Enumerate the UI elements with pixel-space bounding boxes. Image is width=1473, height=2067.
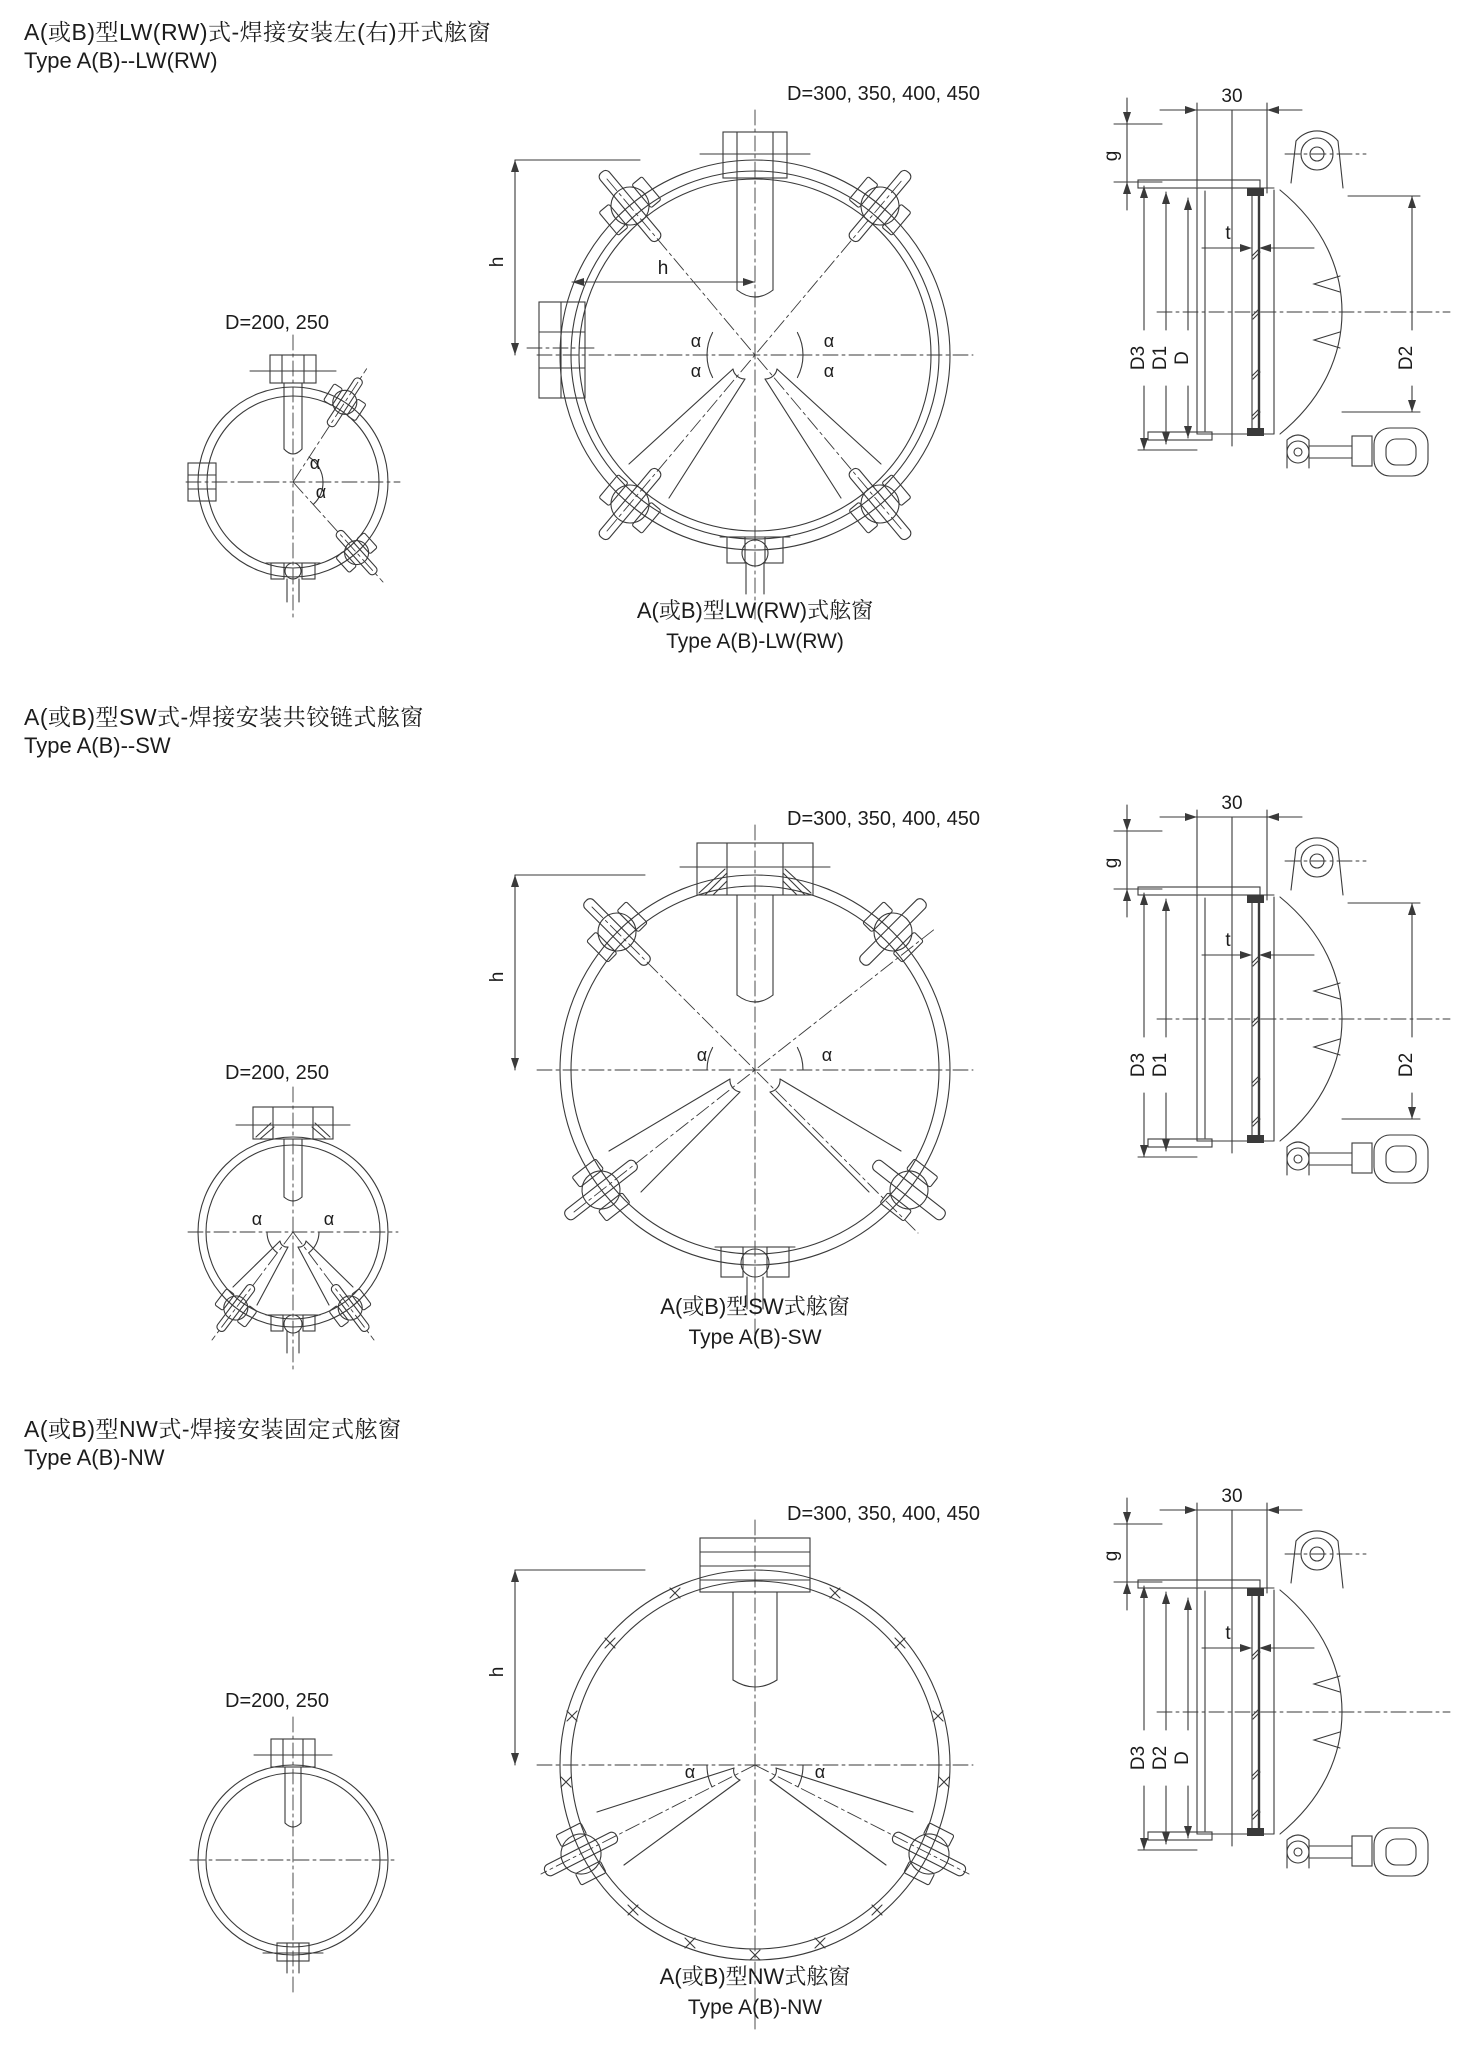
h-label: h	[487, 256, 508, 268]
porthole-small-lw	[186, 335, 400, 619]
dim-D	[1184, 1598, 1192, 1838]
diameter-label-large: D=300, 350, 400, 450	[787, 83, 980, 105]
hinge	[1285, 1531, 1366, 1588]
section-title-zh: A(或B)型LW(RW)式-焊接安装左(右)开式舷窗	[24, 19, 491, 45]
dim-D3	[1138, 893, 1197, 1157]
dim-D3-label: D3	[1128, 1745, 1149, 1771]
dim-D3-label: D3	[1128, 1052, 1149, 1078]
alpha-label: α	[251, 1209, 263, 1229]
diameter-label-small: D=200, 250	[225, 312, 329, 334]
section-drawing	[1114, 1498, 1450, 1876]
front-view-small-nw	[138, 1675, 448, 2005]
dim-D	[1184, 198, 1192, 438]
section-view-sw	[1102, 785, 1467, 1195]
figure-caption-en: Type A(B)-LW(RW)	[666, 630, 844, 653]
dim-D1-label: D1	[1150, 1052, 1171, 1078]
shell-plate	[1138, 1580, 1260, 1588]
section-title-zh: A(或B)型NW式-焊接安装固定式舷窗	[24, 1416, 402, 1442]
section-title-en: Type A(B)--LW(RW)	[24, 48, 218, 73]
porthole-large-nw	[511, 1520, 977, 2030]
diameter-label-small: D=200, 250	[225, 1062, 329, 1084]
hinge	[1285, 838, 1366, 895]
dimension-h-vertical	[511, 1570, 645, 1765]
section-view-nw	[1102, 1478, 1467, 1888]
front-view-large-sw	[475, 785, 1035, 1345]
figure-caption-zh: A(或B)型LW(RW)式舷窗	[636, 598, 874, 623]
figure-caption-zh: A(或B)型NW式舷窗	[659, 1964, 851, 1989]
dim-g-label: g	[1101, 150, 1122, 162]
swivel-bolt	[1287, 1135, 1428, 1183]
dim-D2	[1162, 1592, 1170, 1844]
dim-t-label: t	[1225, 1623, 1231, 1644]
dim-t-label: t	[1225, 223, 1231, 244]
figure-caption-en: Type A(B)-NW	[687, 1996, 823, 2019]
dim-D-label: D	[1172, 351, 1193, 365]
porthole-large-sw	[511, 825, 973, 1335]
alpha-label: α	[315, 482, 327, 502]
section-drawing	[1114, 98, 1450, 476]
h-label: h	[487, 971, 508, 983]
hinge	[1285, 131, 1366, 188]
alpha-label: α	[823, 361, 835, 381]
porthole-small-sw	[188, 1087, 398, 1369]
alpha-label: α	[821, 1045, 833, 1065]
dim-30-label: 30	[1221, 86, 1243, 107]
diameter-label-small: D=200, 250	[225, 1690, 329, 1712]
dim-D2-label: D2	[1396, 345, 1417, 371]
front-view-small-lw	[138, 297, 448, 627]
alpha-label: α	[814, 1762, 826, 1782]
alpha-label: α	[323, 1209, 335, 1229]
figure-caption-en: Type A(B)-SW	[688, 1326, 822, 1349]
dim-t-label: t	[1225, 930, 1231, 951]
alpha-label: α	[309, 453, 321, 473]
h-label: h	[657, 258, 669, 279]
front-view-large-nw	[475, 1480, 1035, 2040]
section-title-en: Type A(B)--SW	[24, 733, 171, 758]
figure-caption-zh: A(或B)型SW式舷窗	[660, 1294, 850, 1319]
shell-plate	[1138, 180, 1260, 188]
section-title-zh: A(或B)型SW式-焊接安装共铰链式舷窗	[24, 704, 424, 730]
porthole-small-nw	[190, 1717, 396, 1993]
dim-D2-label: D2	[1150, 1745, 1171, 1771]
alpha-label: α	[696, 1045, 708, 1065]
swivel-bolt	[1287, 1828, 1428, 1876]
dim-D1-label: D1	[1150, 345, 1171, 371]
dim-30-label: 30	[1221, 793, 1243, 814]
dim-D-label: D	[1172, 1751, 1193, 1765]
section-drawing	[1114, 805, 1450, 1183]
alpha-label: α	[823, 331, 835, 351]
alpha-label: α	[690, 331, 702, 351]
dim-D2	[1342, 196, 1420, 412]
front-view-large-lw	[475, 70, 1035, 630]
porthole-large-lw	[511, 110, 973, 620]
dim-30-label: 30	[1221, 1486, 1243, 1507]
h-label: h	[487, 1666, 508, 1678]
dim-g-label: g	[1101, 857, 1122, 869]
section-view-lw	[1102, 78, 1467, 488]
section-title-en: Type A(B)-NW	[24, 1445, 165, 1470]
diameter-label-large: D=300, 350, 400, 450	[787, 808, 980, 830]
swivel-bolt	[1287, 428, 1428, 476]
diameter-label-large: D=300, 350, 400, 450	[787, 1503, 980, 1525]
dimension-h-horizontal	[572, 278, 755, 286]
dim-D2	[1342, 903, 1420, 1119]
dim-D3-label: D3	[1128, 345, 1149, 371]
alpha-label: α	[690, 361, 702, 381]
dim-g-label: g	[1101, 1550, 1122, 1562]
alpha-label: α	[684, 1762, 696, 1782]
shell-plate	[1138, 887, 1260, 895]
dim-D1	[1162, 192, 1170, 444]
dimension-h-vertical	[511, 875, 645, 1070]
front-view-small-sw	[138, 1047, 448, 1377]
dim-D1	[1162, 899, 1170, 1151]
dim-D2-label: D2	[1396, 1052, 1417, 1078]
